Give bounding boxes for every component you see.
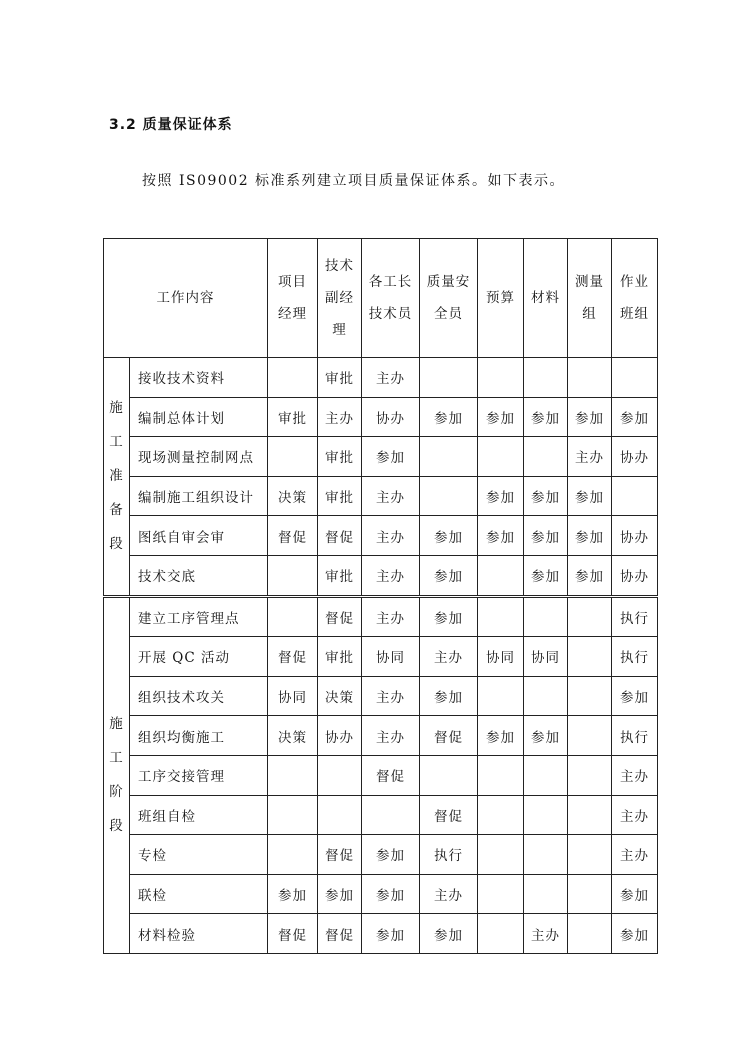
role-cell: 执行 [612,596,658,637]
role-cell [478,596,524,637]
role-cell [524,676,568,716]
role-cell [568,874,612,914]
role-cell: 督促 [420,795,478,835]
role-cell: 主办 [362,676,420,716]
role-cell [268,596,318,637]
role-cell [268,795,318,835]
role-cell [478,835,524,875]
role-cell: 审批 [318,637,362,677]
table-row [104,914,658,954]
role-cell: 执行 [612,637,658,677]
role-cell [568,755,612,795]
task-cell: 开展 QC 活动 [130,637,268,677]
role-cell [268,358,318,398]
role-cell: 参加 [478,516,524,556]
role-cell: 决策 [268,476,318,516]
role-cell [318,755,362,795]
role-cell: 主办 [318,397,362,437]
role-cell: 参加 [478,716,524,756]
role-cell: 参加 [524,516,568,556]
role-cell: 决策 [318,676,362,716]
task-cell: 编制总体计划 [130,397,268,437]
role-header: 技术 副经 理 [318,239,362,358]
table-row [104,755,658,795]
table-row [104,835,658,875]
role-cell: 参加 [420,914,478,954]
table-row [104,358,658,398]
task-cell: 建立工序管理点 [130,596,268,637]
role-cell: 参加 [420,397,478,437]
role-cell: 协办 [612,555,658,596]
role-header: 各工长 技术员 [362,239,420,358]
role-cell: 督促 [420,716,478,756]
task-cell: 专检 [130,835,268,875]
role-cell: 参加 [612,914,658,954]
role-cell: 参加 [420,555,478,596]
role-cell [568,676,612,716]
role-cell: 协同 [524,637,568,677]
role-cell: 审批 [318,555,362,596]
role-cell: 协办 [362,397,420,437]
role-cell: 主办 [420,637,478,677]
role-cell [268,755,318,795]
role-cell [568,637,612,677]
table-row [104,676,658,716]
table-row [104,716,658,756]
role-cell: 主办 [362,716,420,756]
role-cell: 督促 [268,914,318,954]
task-cell: 组织均衡施工 [130,716,268,756]
role-cell [478,358,524,398]
table-row [104,397,658,437]
role-cell [568,835,612,875]
table-row [104,516,658,556]
role-cell: 参加 [362,835,420,875]
role-cell: 督促 [318,596,362,637]
role-cell: 主办 [362,516,420,556]
role-cell [568,716,612,756]
role-cell [478,755,524,795]
role-cell: 主办 [612,835,658,875]
table-row [104,437,658,477]
role-header: 测量 组 [568,239,612,358]
task-cell: 材料检验 [130,914,268,954]
section-heading: 3.2 质量保证体系 [109,117,233,133]
role-cell [568,914,612,954]
task-cell: 工序交接管理 [130,755,268,795]
table-row [104,874,658,914]
role-cell [568,795,612,835]
task-cell: 现场测量控制网点 [130,437,268,477]
role-cell: 协同 [362,637,420,677]
table-row [104,596,658,637]
role-cell: 参加 [568,516,612,556]
role-cell [524,795,568,835]
role-cell: 主办 [362,476,420,516]
role-cell: 协办 [612,437,658,477]
role-cell: 协同 [268,676,318,716]
table-body [104,358,658,954]
role-cell: 主办 [568,437,612,477]
role-cell: 参加 [524,716,568,756]
role-cell: 审批 [268,397,318,437]
role-cell: 参加 [420,676,478,716]
role-cell: 主办 [362,596,420,637]
role-header: 材料 [524,239,568,358]
task-cell: 编制施工组织设计 [130,476,268,516]
table-row [104,637,658,677]
task-cell: 图纸自审会审 [130,516,268,556]
role-cell: 协办 [318,716,362,756]
role-cell [268,555,318,596]
table-header-row [104,239,658,358]
role-header: 质量安 全员 [420,239,478,358]
role-cell [524,596,568,637]
table-row [104,795,658,835]
role-cell: 参加 [362,874,420,914]
role-cell: 参加 [568,555,612,596]
role-cell: 督促 [268,637,318,677]
role-cell [524,755,568,795]
role-header: 项目 经理 [268,239,318,358]
role-header: 预算 [478,239,524,358]
role-cell: 主办 [524,914,568,954]
role-cell [268,437,318,477]
role-cell: 主办 [362,555,420,596]
role-cell [524,358,568,398]
role-cell: 参加 [524,397,568,437]
role-cell [420,358,478,398]
role-cell [420,476,478,516]
role-cell: 督促 [318,914,362,954]
role-cell: 参加 [568,476,612,516]
role-cell [478,874,524,914]
role-cell: 参加 [318,874,362,914]
role-cell: 协同 [478,637,524,677]
role-cell: 决策 [268,716,318,756]
role-cell: 参加 [268,874,318,914]
role-cell: 参加 [524,555,568,596]
role-cell: 执行 [612,716,658,756]
role-cell: 参加 [478,476,524,516]
phase-label: 施 工 准 备 段 [104,358,130,597]
role-cell: 主办 [612,755,658,795]
role-cell: 参加 [420,596,478,637]
role-cell [268,835,318,875]
task-cell: 联检 [130,874,268,914]
task-cell: 技术交底 [130,555,268,596]
role-cell: 执行 [420,835,478,875]
role-cell: 参加 [612,676,658,716]
task-cell: 组织技术攻关 [130,676,268,716]
role-cell: 督促 [362,755,420,795]
role-cell [420,437,478,477]
role-cell: 参加 [612,874,658,914]
role-cell: 参加 [362,914,420,954]
role-cell [478,555,524,596]
table-row [104,555,658,596]
role-cell: 参加 [568,397,612,437]
role-cell: 督促 [268,516,318,556]
role-cell: 参加 [362,437,420,477]
role-cell [478,437,524,477]
role-cell [524,835,568,875]
role-cell [478,795,524,835]
role-cell [524,874,568,914]
role-cell [318,795,362,835]
role-cell [478,914,524,954]
quality-assurance-table [103,238,658,954]
role-cell [612,358,658,398]
intro-paragraph: 按照 IS09002 标准系列建立项目质量保证体系。如下表示。 [142,173,566,189]
role-cell [362,795,420,835]
role-cell [568,596,612,637]
work-content-header: 工作内容 [104,239,268,358]
role-cell: 审批 [318,358,362,398]
role-cell: 参加 [478,397,524,437]
role-cell [478,676,524,716]
role-cell [612,476,658,516]
role-cell: 参加 [612,397,658,437]
role-cell: 参加 [524,476,568,516]
role-cell [524,437,568,477]
role-cell: 协办 [612,516,658,556]
table-row [104,476,658,516]
role-cell: 主办 [420,874,478,914]
role-cell: 督促 [318,516,362,556]
phase-label: 施 工 阶 段 [104,596,130,953]
task-cell: 接收技术资料 [130,358,268,398]
task-cell: 班组自检 [130,795,268,835]
role-cell: 审批 [318,476,362,516]
role-cell: 参加 [420,516,478,556]
role-cell [420,755,478,795]
role-header: 作业 班组 [612,239,658,358]
role-cell [568,358,612,398]
role-cell: 主办 [612,795,658,835]
role-cell: 主办 [362,358,420,398]
role-cell: 审批 [318,437,362,477]
role-cell: 督促 [318,835,362,875]
